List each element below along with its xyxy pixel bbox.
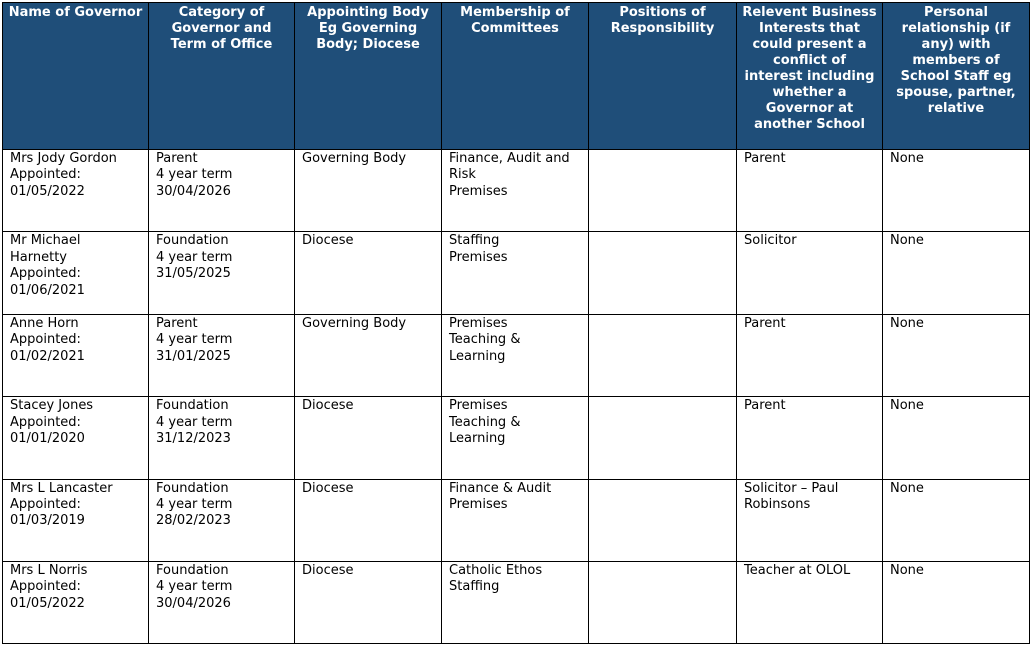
governor-name: Anne Horn <box>10 315 79 331</box>
governor-category: Foundation <box>156 562 229 578</box>
committees-cell <box>442 561 589 643</box>
appointed-date: Appointed: 01/03/2019 <box>10 496 86 529</box>
governor-category: Foundation <box>156 480 229 496</box>
category-term-cell <box>149 232 295 314</box>
appointing-body-cell: Governing Body <box>295 150 442 232</box>
category-term-cell <box>149 561 295 643</box>
governor-name: Mr Michael Harnetty <box>10 233 85 265</box>
committee: Premises <box>449 249 508 265</box>
appointing-body-cell: Diocese <box>295 561 442 643</box>
committee: Finance, Audit and Risk <box>449 151 574 183</box>
table-row <box>3 479 1030 561</box>
business-interests-cell: Solicitor <box>737 232 883 314</box>
appointed-date: Appointed: 01/02/2021 <box>10 332 86 364</box>
term-end-date: 30/04/2026 <box>156 595 231 611</box>
appointing-body-cell: Diocese <box>295 479 442 561</box>
governor-name-cell <box>3 314 149 396</box>
committees-cell <box>442 314 589 396</box>
term-end-date: 31/01/2025 <box>156 348 231 364</box>
committee: Catholic Ethos <box>449 562 543 578</box>
business-interests-cell: Parent <box>737 314 883 396</box>
positions-cell <box>589 232 737 314</box>
governor-category: Foundation <box>156 398 229 414</box>
header-row <box>3 3 1030 150</box>
business-interests-cell: Parent <box>737 150 883 232</box>
term-length: 4 year term <box>156 414 233 430</box>
header-name-of-governor: Name of Governor <box>3 3 149 150</box>
governor-name-cell <box>3 561 149 643</box>
relationship-cell: None <box>883 479 1030 561</box>
appointing-body-cell: Diocese <box>295 232 442 314</box>
relationship-cell: None <box>883 314 1030 396</box>
relationship-cell: None <box>883 232 1030 314</box>
relationship-cell: None <box>883 150 1030 232</box>
governor-name-cell <box>3 232 149 314</box>
committee: Premises <box>449 398 508 414</box>
positions-cell <box>589 314 737 396</box>
term-length: 4 year term <box>156 167 233 183</box>
header-category-and-term: Category of Governor and Term of Office <box>149 3 295 150</box>
governor-category: Parent <box>156 315 198 331</box>
committees-cell <box>442 150 589 232</box>
committee: Teaching & Learning <box>449 332 525 364</box>
header-business-interests: Relevent Business Interests that could present a conflict of interest including whether a Governor at another School <box>737 3 883 150</box>
committee: Finance & Audit <box>449 480 552 496</box>
positions-cell <box>589 479 737 561</box>
header-appointing-body: Appointing Body Eg Governing Body; Diocese <box>295 3 442 150</box>
committee: Premises <box>449 315 508 331</box>
term-end-date: 31/12/2023 <box>156 430 231 446</box>
term-end-date: 28/02/2023 <box>156 513 231 529</box>
governor-name-cell <box>3 150 149 232</box>
committees-cell <box>442 232 589 314</box>
category-term-cell <box>149 150 295 232</box>
governor-name: Mrs L Lancaster <box>10 480 113 496</box>
appointed-date: Appointed: 01/05/2022 <box>10 167 86 199</box>
committees-cell <box>442 479 589 561</box>
appointed-date: Appointed: 01/06/2021 <box>10 266 86 298</box>
appointing-body-cell: Governing Body <box>295 314 442 396</box>
table-row <box>3 314 1030 396</box>
governor-name: Mrs Jody Gordon <box>10 151 117 166</box>
term-length: 4 year term <box>156 332 233 348</box>
governor-category: Parent <box>156 151 198 166</box>
positions-cell <box>589 150 737 232</box>
positions-cell <box>589 561 737 643</box>
relationship-cell: None <box>883 397 1030 479</box>
governor-name-cell <box>3 397 149 479</box>
term-length: 4 year term <box>156 579 233 595</box>
governor-name: Stacey Jones <box>10 398 94 414</box>
table-row <box>3 150 1030 232</box>
header-positions-of-responsibility: Positions of Responsibility <box>589 3 737 150</box>
committee: Premises <box>449 496 508 512</box>
business-interests-cell: Parent <box>737 397 883 479</box>
governor-category: Foundation <box>156 233 229 249</box>
header-membership-of-committees: Membership of Committees <box>442 3 589 150</box>
header-personal-relationship: Personal relationship (if any) with members of School Staff eg spouse, partner, relative <box>883 3 1030 150</box>
committees-cell <box>442 397 589 479</box>
table-row <box>3 232 1030 314</box>
term-length: 4 year term <box>156 496 233 512</box>
appointed-date: Appointed: 01/01/2020 <box>10 414 86 446</box>
business-interests-cell: Solicitor – Paul Robinsons <box>737 479 883 561</box>
table-row <box>3 397 1030 479</box>
governor-name: Mrs L Norris <box>10 562 88 578</box>
term-length: 4 year term <box>156 249 233 265</box>
positions-cell <box>589 397 737 479</box>
committee: Teaching & Learning <box>449 414 525 446</box>
committee: Staffing <box>449 579 500 595</box>
category-term-cell <box>149 397 295 479</box>
category-term-cell <box>149 314 295 396</box>
appointed-date: Appointed: 01/05/2022 <box>10 579 86 611</box>
term-end-date: 30/04/2026 <box>156 183 231 199</box>
table-row <box>3 561 1030 643</box>
committee: Staffing <box>449 233 500 249</box>
business-interests-cell: Teacher at OLOL <box>737 561 883 643</box>
governors-table <box>2 2 1030 644</box>
governor-name-cell <box>3 479 149 561</box>
relationship-cell: None <box>883 561 1030 643</box>
term-end-date: 31/05/2025 <box>156 266 231 282</box>
category-term-cell <box>149 479 295 561</box>
appointing-body-cell: Diocese <box>295 397 442 479</box>
committee: Premises <box>449 183 508 199</box>
